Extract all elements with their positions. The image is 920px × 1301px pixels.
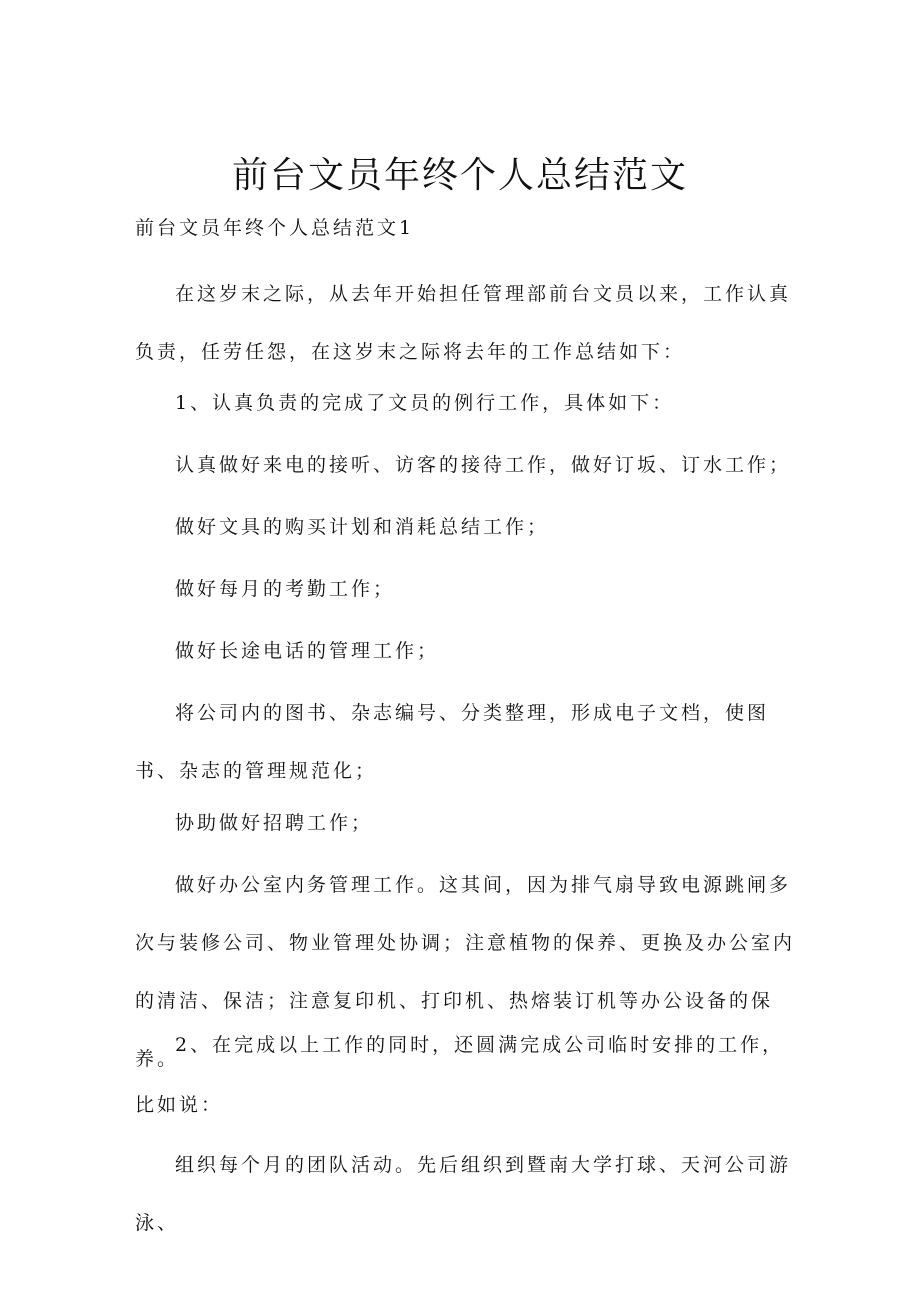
paragraph-long-distance: 做好长途电话的管理工作； xyxy=(175,640,440,662)
paragraph-team-activities: 组织每个月的团队活动。先后组织到暨南大学打球、天河公司游泳、 xyxy=(135,1154,792,1234)
paragraph-library: 将公司内的图书、杂志编号、分类整理，形成电子文档，使图书、杂志的管理规范化； xyxy=(135,702,770,782)
paragraph-for-example: 比如说： xyxy=(135,1094,224,1116)
paragraph-item-1: 1、认真负责的完成了文员的例行工作，具体如下： xyxy=(175,392,675,414)
document-subtitle: 前台文员年终个人总结范文1 xyxy=(135,217,415,239)
paragraph-intro: 在这岁末之际，从去年开始担任管理部前台文员以来，工作认真负责，任劳任怨，在这岁末之际将去年的工作总结如下： xyxy=(135,283,792,363)
paragraph-phone-reception: 认真做好来电的接听、访客的接待工作，做好订坂、订水工作； xyxy=(175,454,792,476)
paragraph-attendance: 做好每月的考勤工作； xyxy=(175,578,396,600)
paragraph-office-management: 做好办公室内务管理工作。这其间，因为排气扇导致电源跳闸多次与装修公司、物业管理处协调；注意植物的保养、更换及办公室内的清洁、保洁；注意复印机、打印机、热熔装订机等办公设备的保养。 xyxy=(135,874,796,1070)
paragraph-recruiting: 协助做好招聘工作； xyxy=(175,812,374,834)
paragraph-item-2: 2、在完成以上工作的同时，还圆满完成公司临时安排的工作， xyxy=(175,1034,785,1056)
document-title: 前台文员年终个人总结范文 xyxy=(231,155,688,196)
paragraph-stationery: 做好文具的购买计划和消耗总结工作； xyxy=(175,516,550,538)
